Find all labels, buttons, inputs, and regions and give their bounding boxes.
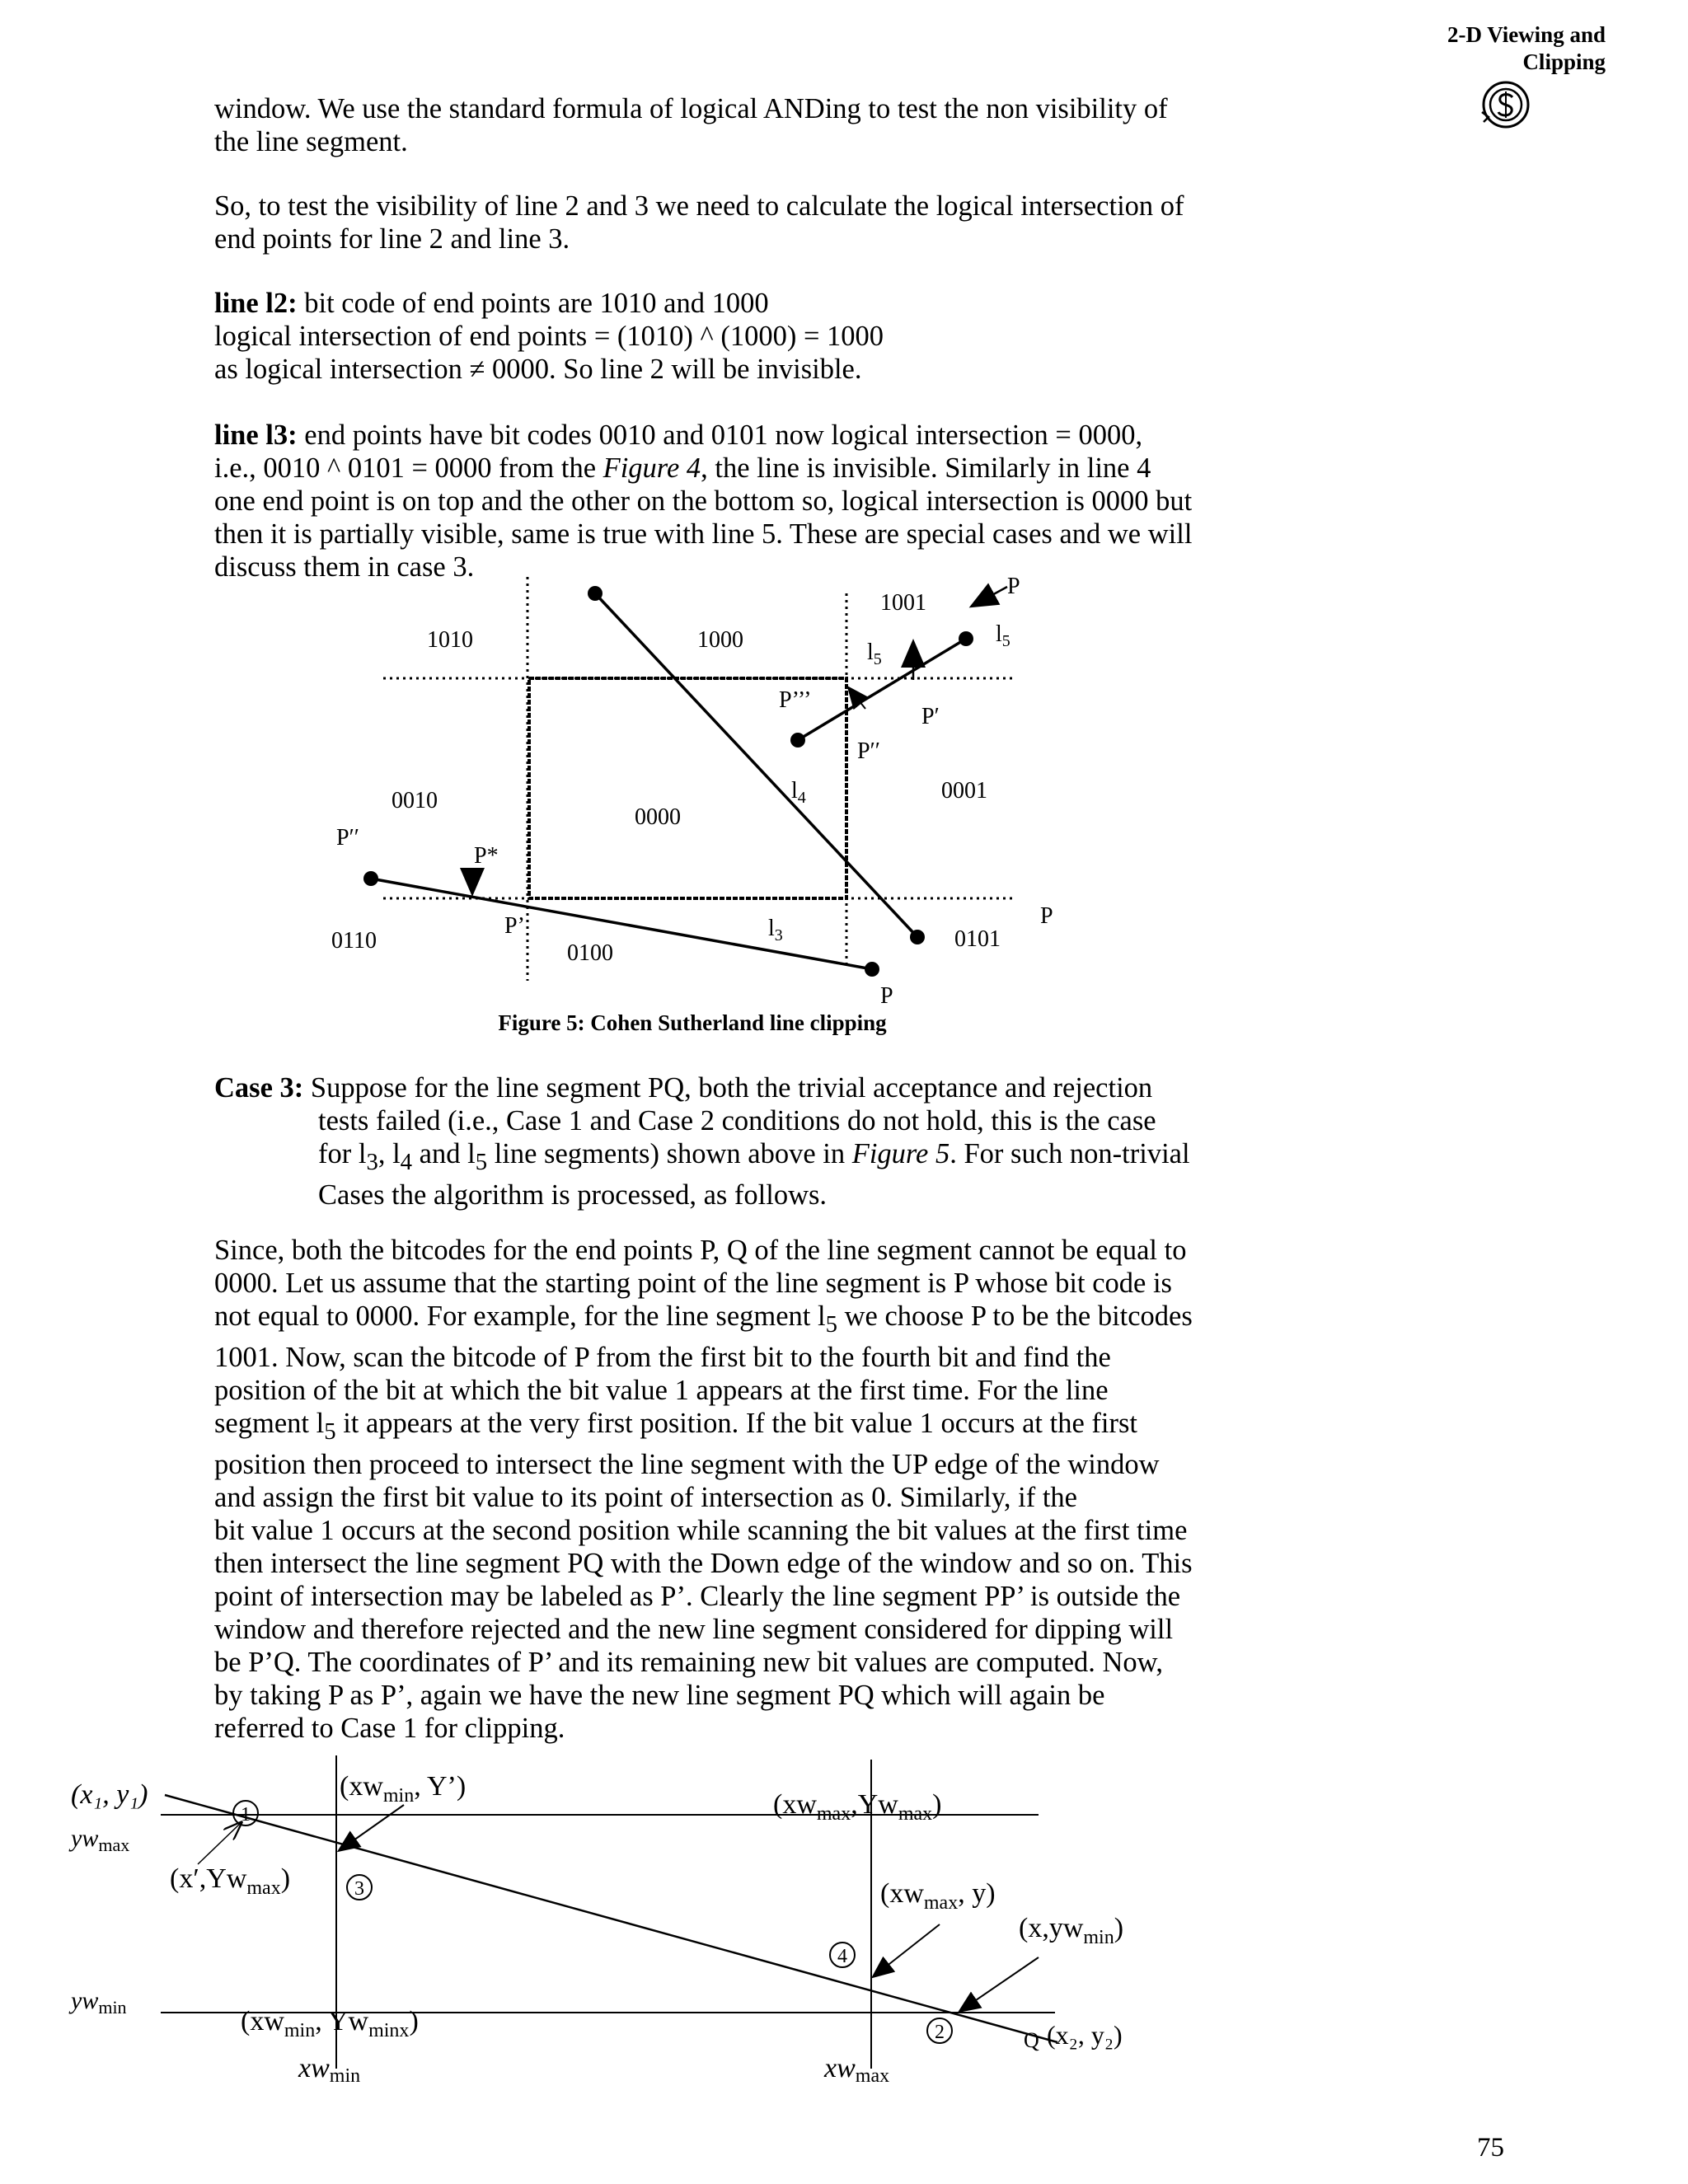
label-x1-y1: (x₁, y₁) xyxy=(71,1779,148,1810)
text-span: segment l xyxy=(214,1407,325,1439)
text-span: min xyxy=(284,2020,316,2041)
text-span: (xw xyxy=(241,2006,284,2036)
figure-5-cohen-sutherland-diagram xyxy=(313,569,1055,1047)
text-span: ) xyxy=(409,2006,419,2036)
label-q: Q xyxy=(1024,2028,1039,2052)
text-svg: 3 xyxy=(354,1878,364,1900)
text-span: i.e., 0010 ^ 0101 = 0000 from the xyxy=(214,452,603,484)
text-line: the line segment. xyxy=(214,126,408,157)
text-line: position then proceed to intersect the line segment with the UP edge of the window xyxy=(214,1448,1160,1480)
arrow-to-xwmax-y xyxy=(874,1924,940,1976)
figure-6-clipping-intersections-diagram xyxy=(66,1747,1154,2118)
figure-reference: Figure 4 xyxy=(603,452,701,484)
text-span: min xyxy=(382,1785,415,1807)
region-code-0110: 0110 xyxy=(331,928,377,954)
text-line xyxy=(214,1137,1190,1179)
label-ywmax xyxy=(68,1825,129,1855)
label-l5-arrow xyxy=(867,640,882,668)
region-code-0100: 0100 xyxy=(567,940,613,966)
text-span: , l xyxy=(377,1138,401,1169)
text-line: then intersect the line segment PQ with the Down edge of the window and so on. This xyxy=(214,1547,1193,1579)
text-sub: 4 xyxy=(400,1148,413,1175)
text-span: l xyxy=(867,640,874,665)
header-title-line2: Clipping xyxy=(1522,49,1606,74)
label-l5-right xyxy=(996,621,1010,650)
figure-5-caption: Figure 5: Cohen Sutherland line clipping xyxy=(498,1010,887,1035)
text-span: 3 xyxy=(774,926,783,944)
text-line: So, to test the visibility of line 2 and 3 we need to calculate the logical intersection of xyxy=(214,190,1184,222)
label-p-right: P xyxy=(1040,903,1053,929)
text-span: l xyxy=(768,916,775,941)
text-span: (x,yw xyxy=(1019,1913,1084,1943)
figure-reference: Figure 5 xyxy=(851,1138,950,1169)
label-xwmax-ywmax xyxy=(773,1789,941,1825)
text-line: window and therefore rejected and the new line segment considered for dipping will xyxy=(214,1613,1174,1645)
text-span: for l xyxy=(318,1138,367,1169)
text-span: end points have bit codes 0010 and 0101 now logical intersection = 0000, xyxy=(297,419,1143,451)
text-span: xw xyxy=(298,2053,330,2083)
text-span: l xyxy=(996,621,1002,647)
university-logo-icon xyxy=(1477,79,1535,130)
label-x2-y2: (x₂, y₂) xyxy=(1047,2020,1123,2050)
text-span: ) xyxy=(1114,1913,1124,1943)
text-span: max xyxy=(898,1803,933,1825)
text-span: , Y’) xyxy=(414,1771,467,1802)
text-span: (xw xyxy=(340,1771,383,1802)
text-line xyxy=(214,452,1192,485)
text-span: max xyxy=(923,1892,959,1914)
region-code-1001: 1001 xyxy=(880,590,926,616)
text-sub: 5 xyxy=(475,1148,488,1175)
text-svg: 1 xyxy=(241,1804,251,1825)
text-line xyxy=(214,1407,1193,1448)
label-xwmin-ywminx xyxy=(241,2006,419,2041)
label-p-star: P* xyxy=(474,843,499,869)
label-p-double-prime-left: P′′ xyxy=(336,825,359,851)
text-line: end points for line 2 and line 3. xyxy=(214,223,570,255)
text-span: min xyxy=(98,1997,127,2018)
region-code-0101: 0101 xyxy=(954,926,1001,952)
l4-endpoint-bottom xyxy=(910,930,925,944)
text-line: 0000. Let us assume that the starting point of the line segment is P whose bit code is xyxy=(214,1268,1172,1299)
label-xwmin-yprime xyxy=(340,1771,466,1807)
text-line: then it is partially visible, same is true with line 5. These are special cases and we will xyxy=(214,518,1193,550)
label-ywmin xyxy=(68,1987,127,2018)
text-line: Since, both the bitcodes for the end points P, Q of the line segment cannot be equal to xyxy=(214,1235,1187,1266)
text-span: it appears at the very first position. If the bit value 1 occurs at the first xyxy=(335,1407,1137,1439)
running-header xyxy=(1447,21,1606,76)
text-span: (xw xyxy=(880,1878,924,1909)
text-line xyxy=(214,1300,1193,1341)
text-sub: 5 xyxy=(825,1310,837,1338)
text-span: 5 xyxy=(1001,632,1010,650)
text-span: . For such non-trivial xyxy=(950,1138,1190,1169)
arrow-to-p-top-right xyxy=(973,587,1007,606)
text-line: logical intersection of end points = (1010) ^ (1000) = 1000 xyxy=(214,321,884,352)
text-line: as logical intersection ≠ 0000. So line 2 will be invisible. xyxy=(214,354,862,385)
text-line: referred to Case 1 for clipping. xyxy=(214,1712,565,1744)
text-span: max xyxy=(855,2065,890,2087)
label-p-triple-prime: P’’’ xyxy=(779,687,812,713)
text-span: 4 xyxy=(797,789,806,807)
label-xwmax-y xyxy=(880,1878,996,1914)
text-sub: 3 xyxy=(366,1148,378,1175)
case3-label: Case 3: xyxy=(214,1072,304,1104)
paragraph-since-bitcodes xyxy=(214,1234,1193,1745)
l5-endpoint-left xyxy=(790,733,805,748)
text-line: window. We use the standard formula of logical ANDing to test the non visibility of xyxy=(214,93,1168,124)
text-line xyxy=(214,1071,1190,1104)
text-span: Suppose for the line segment PQ, both the trivial acceptance and rejection xyxy=(303,1072,1153,1104)
text-span: we choose P to be the bitcodes xyxy=(837,1301,1193,1332)
text-span: min xyxy=(1083,1927,1114,1948)
label-xwmin-axis xyxy=(298,2053,360,2087)
header-title-line1: 2-D Viewing and xyxy=(1447,22,1606,47)
label-p-top-right: P xyxy=(1007,574,1020,599)
text-line: Cases the algorithm is processed, as follows. xyxy=(318,1179,828,1211)
text-svg: 2 xyxy=(935,2022,945,2043)
region-code-0000: 0000 xyxy=(635,804,681,830)
label-p-double-prime-right: P′′ xyxy=(857,738,880,764)
label-p-prime-left: P’ xyxy=(504,913,525,939)
circled-number-2 xyxy=(927,2018,952,2043)
paragraph-test-visibility xyxy=(214,190,1184,255)
region-code-1000: 1000 xyxy=(697,627,743,653)
text-span: , Yw xyxy=(315,2006,369,2036)
arrow-to-xprime-ywmax xyxy=(198,1823,241,1864)
text-span: line segments) shown above in xyxy=(487,1138,852,1169)
paragraph-line-l2 xyxy=(214,287,884,386)
text-line: bit value 1 occurs at the second position while scanning the bit values at the first time xyxy=(214,1514,1188,1546)
text-line: and assign the first bit value to its point of intersection as 0. Similarly, if the xyxy=(214,1481,1077,1513)
text-span: xw xyxy=(824,2053,856,2083)
text-span: (xw xyxy=(773,1789,817,1820)
l2-label: line l2: xyxy=(214,288,298,319)
text-span: minx xyxy=(368,2020,410,2041)
arrow-to-xwmin-Yprime xyxy=(340,1805,404,1850)
paragraph-line-l3 xyxy=(214,419,1192,583)
label-x-ywmin xyxy=(1019,1913,1123,1948)
text-span: yw xyxy=(71,1987,99,2014)
page-number: 75 xyxy=(1477,2133,1504,2163)
text-line: by taking P as P’, again we have the new line segment PQ which will again be xyxy=(214,1679,1105,1711)
text-sub: 5 xyxy=(324,1418,336,1445)
l3-endpoint-right xyxy=(865,962,879,977)
l3-endpoint-left xyxy=(363,871,378,886)
text-span: (x′,Yw xyxy=(170,1863,247,1894)
label-xwmax-axis xyxy=(823,2053,889,2087)
line-l5 xyxy=(798,639,966,740)
circled-number-3 xyxy=(347,1875,372,1900)
label-p-prime: P′ xyxy=(921,704,940,729)
paragraph-window-anding xyxy=(214,92,1168,158)
text-line: position of the bit at which the bit value 1 appears at the first time. For the line xyxy=(214,1374,1109,1406)
arrow-to-x-ywmin xyxy=(960,1957,1039,2011)
l3-label: line l3: xyxy=(214,419,298,451)
l4-endpoint-top xyxy=(588,586,603,601)
text-line xyxy=(214,287,884,320)
text-span: l xyxy=(791,778,798,804)
label-p-bottom: P xyxy=(880,983,893,1009)
text-span: min xyxy=(329,2065,361,2087)
text-span: bit code of end points are 1010 and 1000 xyxy=(297,288,769,319)
region-code-0001: 0001 xyxy=(941,778,987,804)
text-svg: 4 xyxy=(837,1946,847,1967)
text-span: max xyxy=(816,1803,851,1825)
text-span: 5 xyxy=(873,650,882,668)
paragraph-case-3 xyxy=(214,1071,1190,1212)
text-span: and l xyxy=(412,1138,476,1169)
text-span: ) xyxy=(932,1789,942,1820)
text-line: point of intersection may be labeled as P’. Clearly the line segment PP’ is outside the xyxy=(214,1580,1181,1612)
text-span: , y) xyxy=(958,1878,996,1909)
line-l3 xyxy=(371,879,872,969)
text-line: tests failed (i.e., Case 1 and Case 2 conditions do not hold, this is the case xyxy=(318,1105,1156,1137)
text-line: 1001. Now, scan the bitcode of P from the first bit to the fourth bit and find the xyxy=(214,1341,1111,1373)
text-line: discuss them in case 3. xyxy=(214,551,475,583)
circled-number-1 xyxy=(233,1801,258,1825)
text-line: one end point is on top and the other on the bottom so, logical intersection is 0000 but xyxy=(214,485,1193,517)
label-l4 xyxy=(791,778,806,807)
text-span: not equal to 0000. For example, for the line segment l xyxy=(214,1301,826,1332)
text-span: , the line is invisible. Similarly in line 4 xyxy=(701,452,1151,484)
text-span: max xyxy=(246,1877,281,1899)
text-span: ,Yw xyxy=(851,1789,898,1820)
label-xprime-ywmax xyxy=(170,1863,290,1899)
circled-number-4 xyxy=(830,1943,855,1967)
text-span: yw xyxy=(71,1825,99,1852)
region-code-1010: 1010 xyxy=(427,627,473,653)
clip-line-p1-p2 xyxy=(165,1795,1057,2042)
label-l3 xyxy=(768,916,783,944)
l5-endpoint-right xyxy=(959,631,973,646)
text-span: max xyxy=(98,1835,130,1855)
text-line xyxy=(214,419,1192,452)
text-span: ) xyxy=(280,1863,291,1894)
text-line: be P’Q. The coordinates of P’ and its remaining new bit values are computed. Now, xyxy=(214,1646,1163,1678)
region-code-0010: 0010 xyxy=(392,788,438,813)
